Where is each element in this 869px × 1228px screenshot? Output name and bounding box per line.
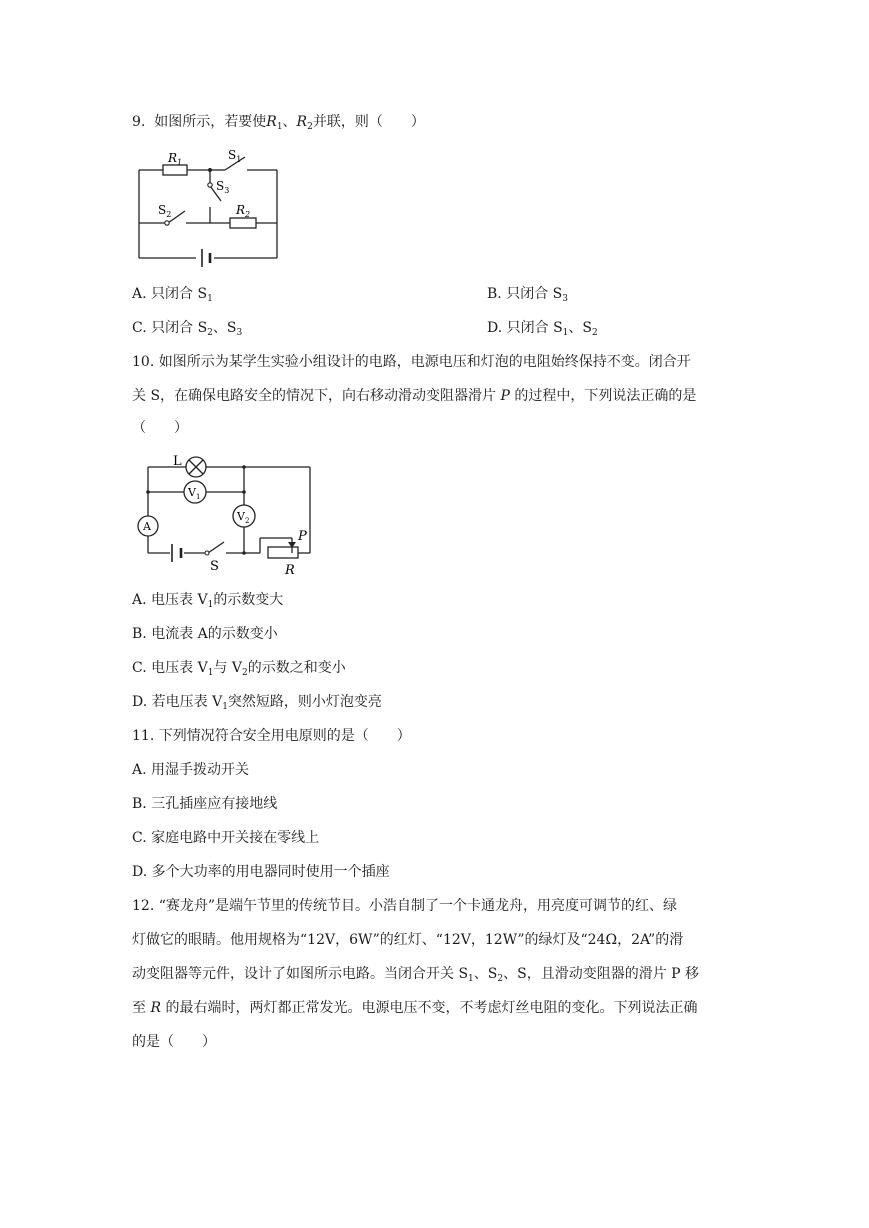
q10-circuit-diagram: [130, 450, 330, 580]
q9-battery: [202, 249, 210, 267]
q12-stem-line5: 的是（ ）: [132, 1034, 216, 1050]
q10-option-d[interactable]: D. 若电压表 $V_1$突然短路，则小灯泡变亮: [132, 694, 382, 712]
s2-label: $S_2$: [158, 203, 172, 219]
rheostat-label: R: [285, 563, 295, 578]
q9-circuit-diagram: [130, 145, 290, 275]
q10-stem-line2: 关 S，在确保电路安全的情况下，向右移动滑动变阻器滑片 P 的过程中，下列说法正确的是: [132, 388, 697, 404]
q10-battery: [172, 544, 181, 562]
r2-label: $R_2$: [236, 203, 251, 219]
q10-stem-line3: （ ）: [132, 420, 188, 436]
q10-option-b[interactable]: B. 电流表 A的示数变小: [132, 626, 278, 642]
q12-stem-line4: 至 R 的最右端时，两灯都正常发光。电源电压不变，不考虑灯丝电阻的变化。下列说法正确: [132, 1000, 698, 1016]
rheostat-body: [268, 547, 298, 558]
q9-stem: 9. 如图所示，若要使$R_1$、$R_2$并联，则（ ）: [132, 114, 425, 132]
q12-stem-line1: 12. “赛龙舟”是端午节里的传统节目。小浩自制了一个卡通龙舟，用亮度可调节的红、绿: [132, 898, 678, 914]
r2-resistor: [230, 218, 256, 228]
lamp-label: L: [173, 454, 182, 469]
q12-stem-line3: 动变阻器等元件，设计了如图所示电路。当闭合开关 $S_1$、$S_2$、S，且滑动变阻器的滑片 P 移: [132, 966, 700, 984]
q12-stem-line2: 灯做它的眼睛。他用规格为“12V，6W”的红灯、“12V，12W”的绿灯及“24Ω，2A”的滑: [132, 932, 684, 948]
q10-stem-line1: 10. 如图所示为某学生实验小组设计的电路，电源电压和灯泡的电阻始终保持不变。闭合开: [132, 354, 691, 370]
v2-label: $V_2$: [237, 510, 250, 525]
v1-label: $V_1$: [188, 486, 201, 501]
q9-option-d[interactable]: D. 只闭合 $S_1$、$S_2$: [487, 320, 598, 338]
switch-blade: [208, 542, 224, 553]
q11-option-c[interactable]: C. 家庭电路中开关接在零线上: [132, 830, 320, 846]
slider-label: P: [298, 529, 307, 544]
q11-option-d[interactable]: D. 多个大功率的用电器同时使用一个插座: [132, 864, 390, 880]
q10-option-a[interactable]: A. 电压表 $V_1$的示数变大: [132, 592, 284, 610]
q11-option-b[interactable]: B. 三孔插座应有接地线: [132, 796, 278, 812]
s3-label: $S_3$: [216, 179, 230, 195]
r1-resistor: [163, 165, 187, 175]
q11-option-a[interactable]: A. 用湿手拨动开关: [132, 762, 250, 778]
switch-label: S: [210, 559, 219, 574]
lamp-symbol: [186, 457, 206, 477]
q11-stem: 11. 下列情况符合安全用电原则的是（ ）: [132, 728, 411, 744]
q9-option-c[interactable]: C. 只闭合 $S_2$、$S_3$: [132, 320, 243, 338]
s1-label: $S_1$: [228, 148, 242, 164]
ammeter-label: A: [143, 520, 151, 533]
q9-option-a[interactable]: A. 只闭合 $S_1$: [132, 286, 213, 304]
r1-label: $R_1$: [168, 151, 183, 167]
q9-option-b[interactable]: B. 只闭合 $S_3$: [487, 286, 568, 304]
q10-option-c[interactable]: C. 电压表 $V_1$与 $V_2$的示数之和变小: [132, 660, 346, 678]
